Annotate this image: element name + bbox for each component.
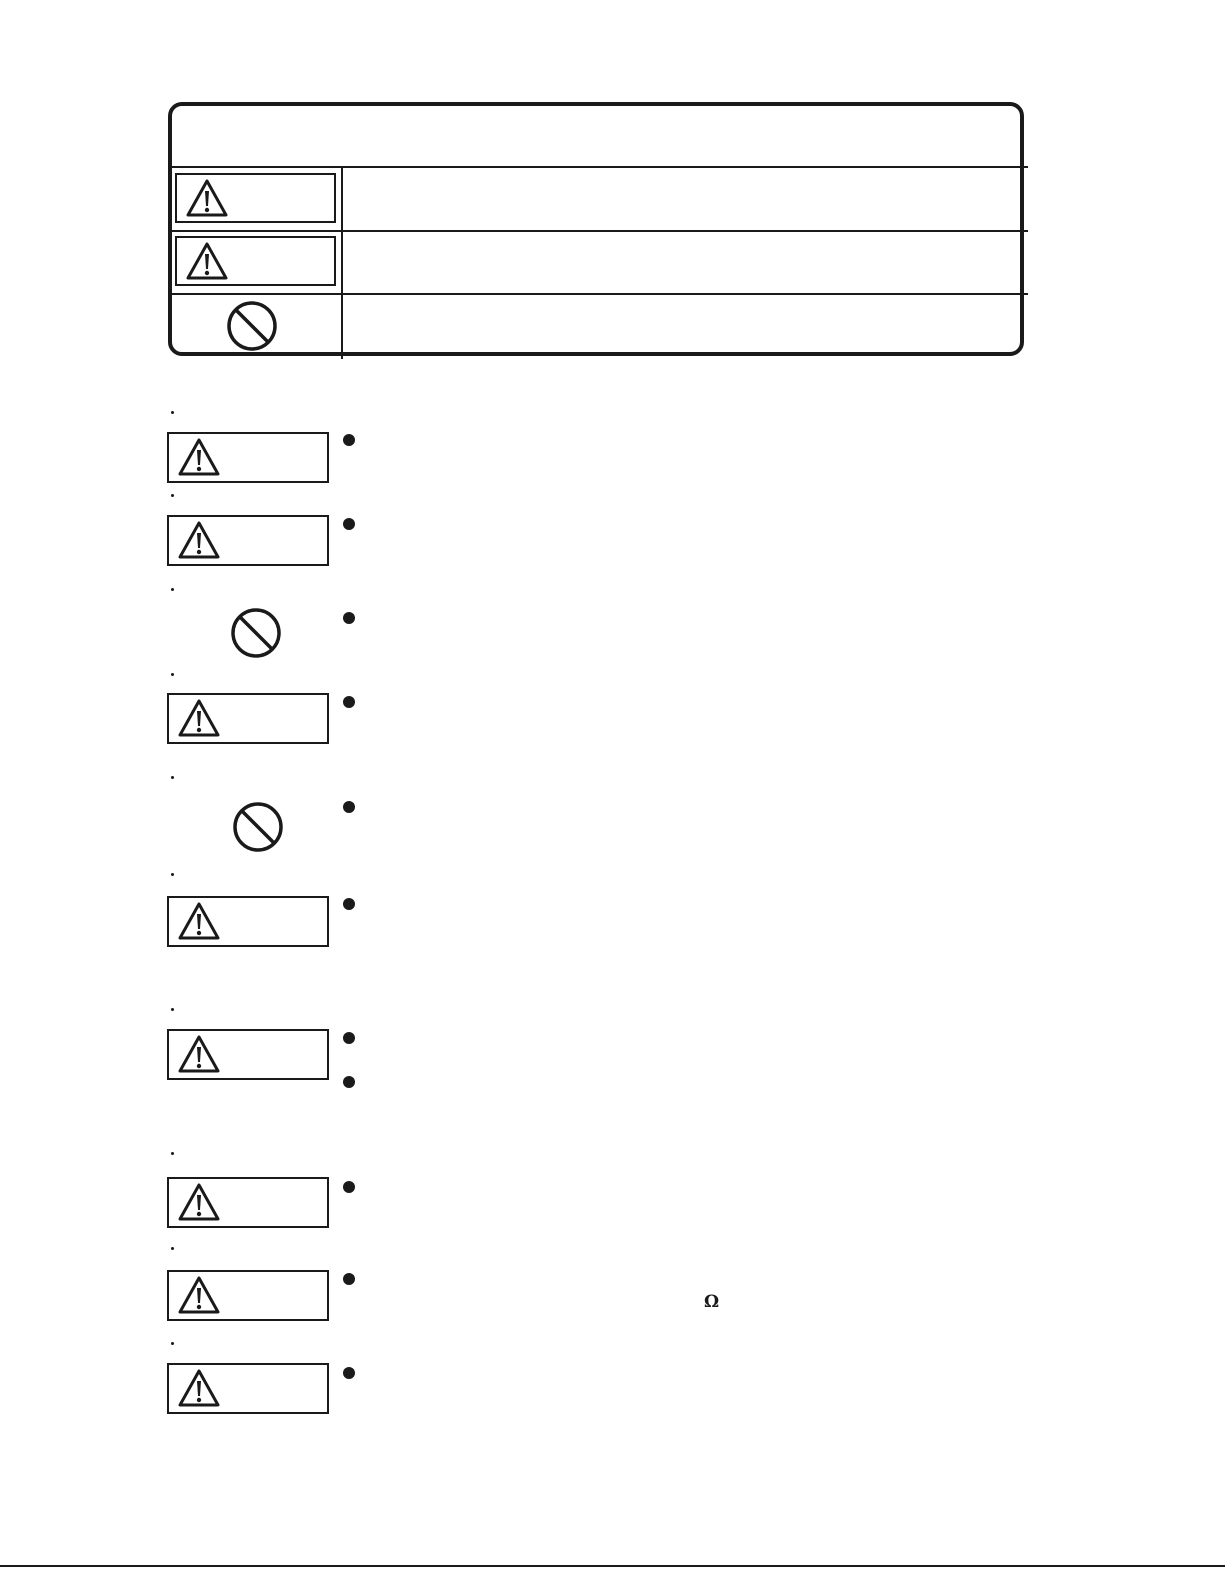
warning-triangle-icon (177, 520, 221, 560)
prohibition-icon (225, 299, 279, 353)
warning-triangle-icon (177, 1368, 221, 1408)
warning-triangle-icon (177, 437, 221, 477)
prohibition-icon (229, 606, 283, 660)
warning-label-box (167, 1270, 329, 1321)
bullet-dot (343, 1032, 355, 1044)
warning-label-box (167, 1177, 329, 1228)
warning-label-box (167, 1029, 329, 1080)
omega-symbol: Ω (704, 1292, 720, 1312)
page-footer-rule (0, 1565, 1225, 1567)
item-marker-dot (171, 873, 174, 876)
warning-triangle-icon (185, 241, 229, 281)
bullet-dot (343, 801, 355, 813)
warning-label-box (167, 432, 329, 483)
legend-header-divider (168, 166, 1028, 168)
warning-label-box (167, 896, 329, 947)
bullet-dot (343, 612, 355, 624)
bullet-dot (343, 696, 355, 708)
bullet-dot (343, 1273, 355, 1285)
warning-triangle-icon (177, 1182, 221, 1222)
warning-label-box (167, 1363, 329, 1414)
item-marker-dot (171, 673, 174, 676)
item-marker-dot (171, 1008, 174, 1011)
bullet-dot (343, 898, 355, 910)
symbol-legend-table (168, 102, 1024, 356)
item-marker-dot (171, 494, 174, 497)
item-marker-dot (171, 588, 174, 591)
warning-triangle-icon (177, 1034, 221, 1074)
bullet-dot (343, 434, 355, 446)
legend-warning-label-box (175, 173, 336, 223)
bullet-dot (343, 1076, 355, 1088)
warning-triangle-icon (177, 698, 221, 738)
item-marker-dot (171, 776, 174, 779)
warning-triangle-icon (177, 1275, 221, 1315)
bullet-dot (343, 518, 355, 530)
item-marker-dot (171, 1342, 174, 1345)
item-marker-dot (171, 1247, 174, 1250)
warning-label-box (167, 515, 329, 566)
legend-row-divider (168, 293, 1028, 295)
item-marker-dot (171, 1152, 174, 1155)
warning-label-box (167, 693, 329, 744)
legend-row-divider (168, 230, 1028, 232)
bullet-dot (343, 1181, 355, 1193)
prohibition-icon (231, 800, 285, 854)
warning-triangle-icon (177, 901, 221, 941)
item-marker-dot (171, 411, 174, 414)
bullet-dot (343, 1367, 355, 1379)
warning-triangle-icon (185, 178, 229, 218)
legend-caution-label-box (175, 236, 336, 286)
legend-column-divider (341, 167, 343, 359)
